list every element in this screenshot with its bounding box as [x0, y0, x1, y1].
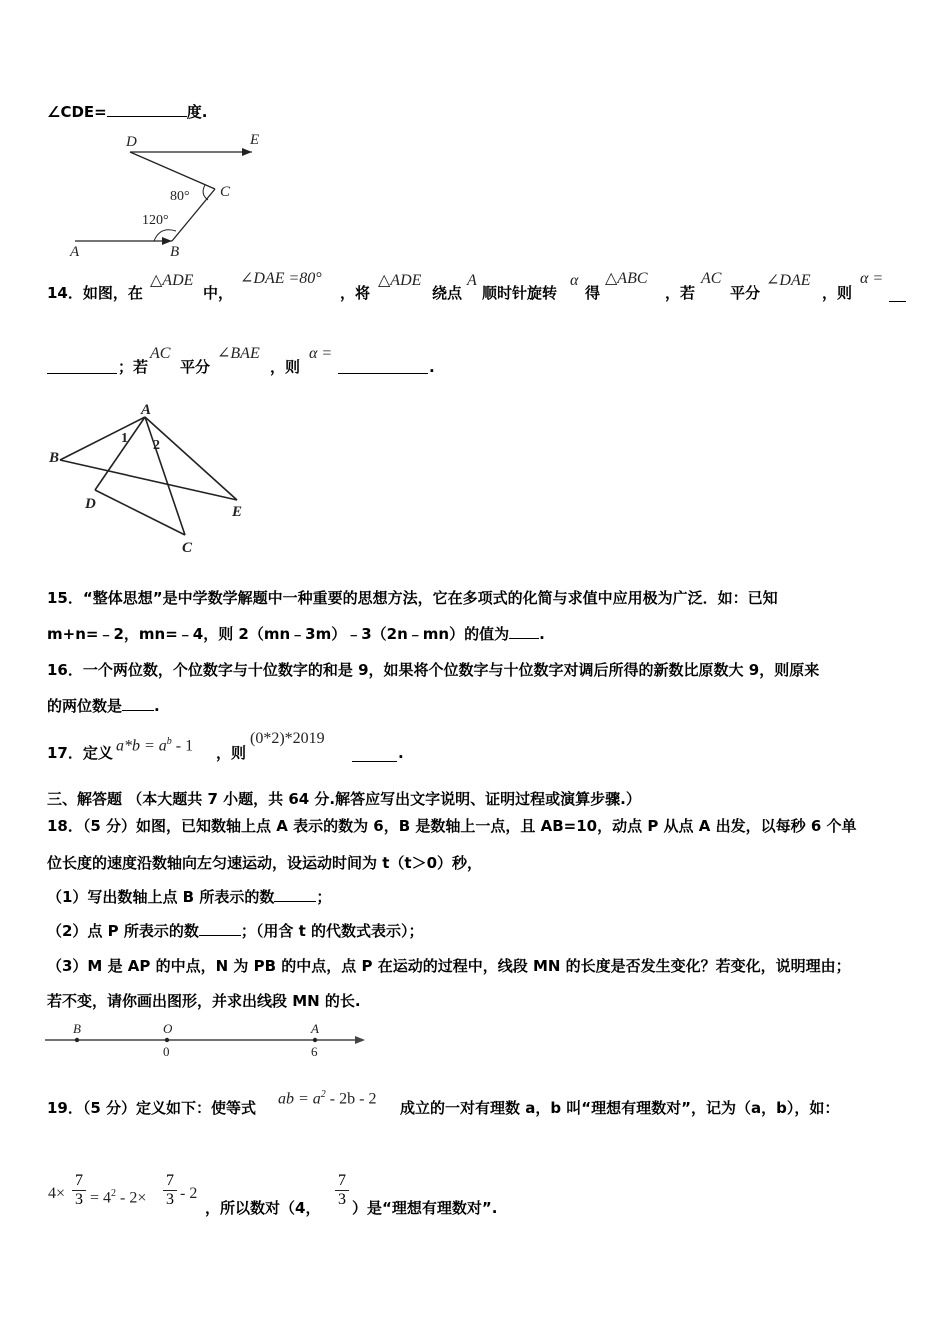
q18-line1: 18．（5 分）如图，已知数轴上点 A 表示的数为 6，B 是数轴上一点，且 AB=10，动点 P 从点 A 出发，以每秒 6 个单: [47, 817, 857, 835]
label-b: B: [73, 1021, 81, 1036]
line-ad: [95, 417, 145, 490]
label-zero: 0: [163, 1044, 170, 1059]
q16-blank[interactable]: [122, 696, 154, 711]
q15-line1: 15．“整体思想”是中学数学解题中一种重要的思想方法，它在多项式的化简与求值中应用极为广泛．如：已知: [47, 589, 778, 607]
q19-ex-num1: 7: [75, 1172, 83, 1189]
line-be: [60, 460, 237, 500]
q19-ex-mid: [90, 1185, 146, 1207]
point-o: [165, 1038, 169, 1042]
q16-end: .: [154, 697, 160, 715]
q16-line2: 的两位数是: [47, 697, 123, 715]
q18-sub3-line2: 若不变，请你画出图形，并求出线段 MN 的长.: [47, 992, 361, 1010]
q15-end: .: [539, 625, 545, 643]
q16-line1: 16．一个两位数，个位数字与十位数字的和是 9，如果将个位数字与十位数字对调后所得的新数比原数大 9，则原来: [47, 661, 820, 679]
label-b: B: [49, 450, 60, 466]
q19-ex-mid-text: = 4: [90, 1189, 112, 1207]
q18-sub1-text: （1）写出数轴上点 B 所表示的数: [47, 888, 275, 906]
label-angle-1: 1: [121, 431, 128, 446]
q14-ruo: ，若: [665, 284, 696, 302]
q18-sub2-text: （2）点 P 所表示的数: [47, 922, 199, 940]
q14-pingfen: 平分: [730, 284, 761, 302]
q18-sub1: [47, 887, 331, 907]
q19-ex-frac1: [72, 1172, 86, 1209]
q14-ze: ，则: [822, 284, 853, 302]
q17-formula: [116, 733, 193, 755]
label-d: D: [126, 134, 137, 150]
q14-ac: AC: [701, 270, 722, 287]
q18-sub3-line1: （3）M 是 AP 的中点，N 为 PB 的中点，点 P 在运动的过程中，线段 MN 的长度是否发生变化？若变化，说明理由；: [47, 957, 851, 975]
q19-formula-sup: 2: [320, 1089, 326, 1100]
label-a: A: [311, 1021, 319, 1036]
q19-formula: [278, 1086, 376, 1108]
label-angle-80: 80°: [170, 189, 190, 204]
q14-ac2: AC: [150, 345, 171, 362]
q15-line2-wrap: [47, 624, 545, 644]
q14-period: .: [429, 358, 435, 376]
q13-answer-line: [47, 102, 207, 122]
label-d: D: [85, 496, 96, 512]
label-c: C: [220, 184, 231, 200]
q14-prefix: 14．如图，在: [47, 284, 143, 302]
q14-de: 得: [585, 284, 601, 302]
label-a: A: [70, 244, 80, 260]
q17-end: .: [398, 744, 404, 762]
q14-angle-dae2: ∠DAE: [766, 272, 811, 289]
q19-conclusion-post: ）是“理想有理数对”.: [352, 1199, 498, 1217]
q19-ex-frac2: [163, 1172, 177, 1209]
q19-pair-den: 3: [335, 1190, 349, 1209]
line-ab: [60, 417, 145, 460]
label-e: E: [232, 504, 243, 520]
q18-sub2-end: ；（用含 t 的代数式表示）；: [240, 922, 424, 940]
q14-ruo2: ；若: [118, 358, 149, 376]
label-c: C: [182, 540, 193, 556]
label-b: B: [170, 244, 180, 260]
q17-expr: (0*2)*2019: [250, 730, 325, 747]
line-dc: [130, 152, 215, 189]
q16-line2-wrap: [47, 696, 160, 716]
q19-formula-tail: - 2b - 2: [325, 1090, 377, 1108]
section3-title: 三、解答题 （本大题共 7 小题，共 64 分.解答应写出文字说明、证明过程或演算步骤.）: [47, 790, 641, 808]
q14-point-a: A: [467, 272, 477, 289]
q17-prefix: 17．定义: [47, 744, 113, 762]
q15-blank[interactable]: [509, 624, 539, 639]
q14-shunshi: 顺时针旋转: [482, 284, 558, 302]
label-six: 6: [311, 1044, 318, 1059]
q18-sub2-blank[interactable]: [199, 921, 241, 936]
q13-prefix: ∠CDE=: [47, 103, 107, 121]
q14-blank1-start[interactable]: [889, 287, 906, 302]
q14-blank2[interactable]: [338, 359, 428, 374]
q14-alpha-eq2: α =: [309, 345, 333, 362]
label-angle-120: 120°: [142, 213, 169, 228]
q14-blank1-end[interactable]: [47, 359, 117, 374]
q19-formula-main: ab = a: [278, 1090, 321, 1108]
label-o: O: [163, 1021, 173, 1036]
q14-tri-ade2: △ADE: [378, 272, 422, 289]
q19-ex-num2: 7: [166, 1172, 174, 1189]
q19-conclusion-pre: ，所以数对（4，: [205, 1199, 321, 1217]
q18-line2: 位长度的速度沿数轴向左匀速运动，设运动时间为 t（t＞0）秒，: [47, 854, 483, 872]
q14-jiang: ，将: [340, 284, 371, 302]
q19-ex-tail: - 2: [180, 1185, 198, 1202]
label-angle-2: 2: [153, 438, 160, 453]
q14-ze2: ，则: [270, 358, 301, 376]
q14-raodian: 绕点: [432, 284, 463, 302]
q19-ex-left: 4×: [48, 1185, 66, 1202]
q14-angle-dae: ∠DAE =80°: [240, 270, 322, 287]
q13-suffix: 度.: [186, 103, 208, 121]
q17-blank[interactable]: [352, 747, 397, 762]
q19-ex-sup: 2: [111, 1188, 117, 1199]
q17-formula-tail: - 1: [171, 737, 194, 755]
point-a: [313, 1038, 317, 1042]
q13-figure: [60, 128, 280, 263]
q14-tri-ade: △ADE: [150, 272, 194, 289]
label-e: E: [250, 132, 260, 148]
q13-blank[interactable]: [107, 102, 187, 117]
q17-formula-sup: b: [166, 736, 172, 747]
q14-zhong: 中，: [203, 284, 234, 302]
q14-tri-abc: △ABC: [605, 270, 648, 287]
point-b: [75, 1038, 79, 1042]
q19-ex-den1: 3: [72, 1190, 86, 1209]
q18-sub1-blank[interactable]: [274, 887, 316, 902]
q19-ex-den2: 3: [163, 1190, 177, 1209]
q14-figure: [45, 400, 265, 560]
q18-number-line: [45, 1020, 375, 1060]
q19-ex-mid2: - 2×: [116, 1189, 147, 1207]
axis-arrow: [355, 1036, 365, 1044]
q19-prefix: 19．（5 分）定义如下：使等式: [47, 1099, 257, 1117]
q14-angle-bae: ∠BAE: [217, 345, 260, 362]
q14-alpha-eq: α =: [860, 270, 884, 287]
q14-alpha: α: [570, 272, 579, 289]
q14-pingfen2: 平分: [180, 358, 211, 376]
q17-formula-main: a*b = a: [116, 737, 167, 755]
q17-ze: ，则: [216, 744, 247, 762]
q15-line2: m+n=﹣2，mn=﹣4，则 2（mn﹣3m）﹣3（2n﹣mn）的值为: [47, 625, 510, 643]
q19-suffix: 成立的一对有理数 a，b 叫“理想有理数对”，记为（a，b），如：: [400, 1099, 840, 1117]
arrow-e: [242, 148, 252, 156]
q19-pair-frac: [335, 1172, 349, 1209]
q18-sub1-end: ；: [316, 888, 332, 906]
q18-sub2: [47, 921, 424, 941]
q19-pair-num: 7: [338, 1172, 346, 1189]
label-a: A: [141, 402, 152, 418]
